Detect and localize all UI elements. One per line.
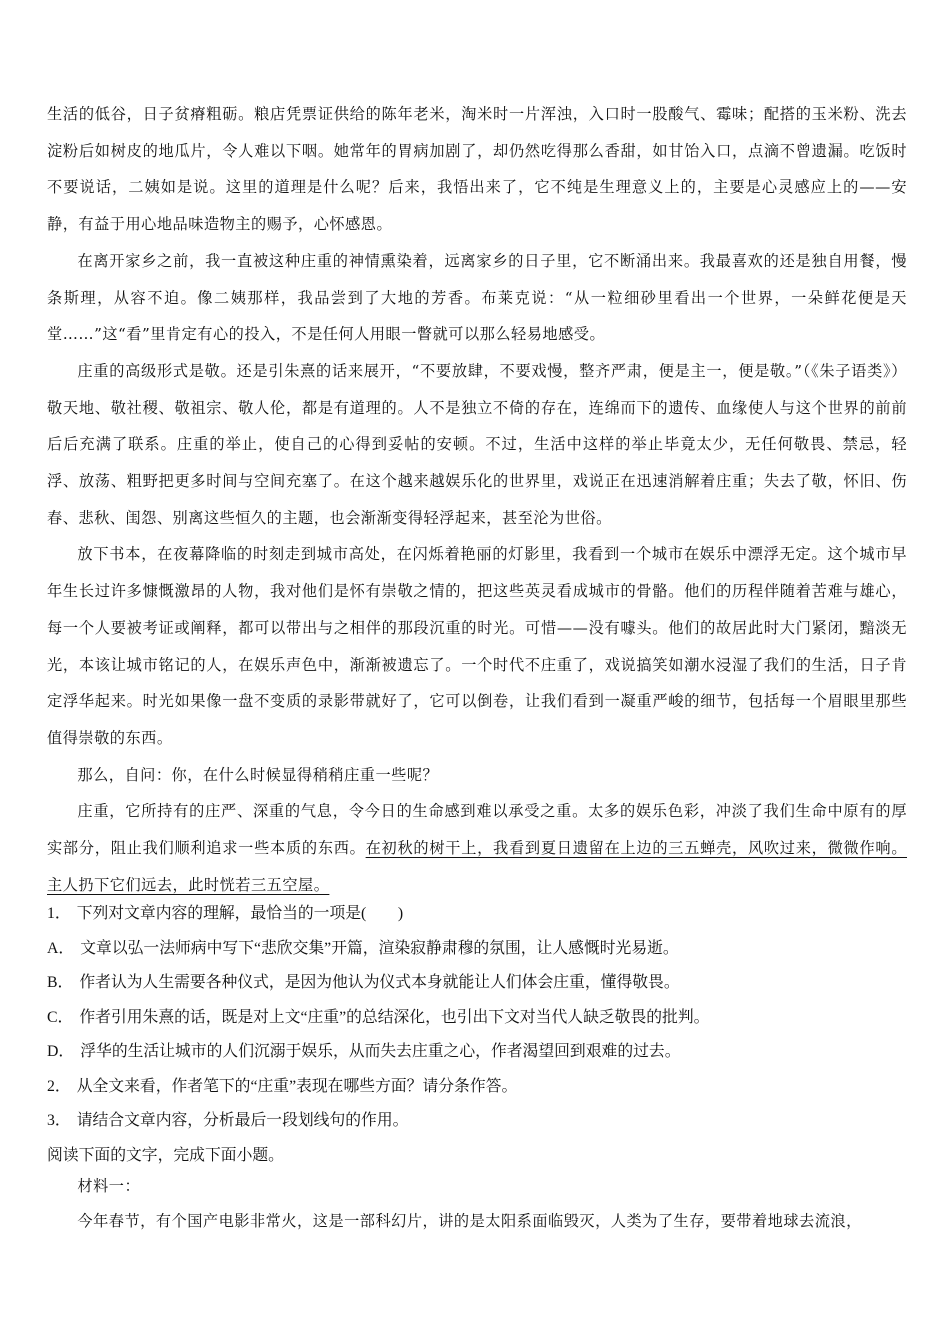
option-a	[47, 932, 907, 967]
paragraph: 放下书本，在夜幕降临的时刻走到城市高处，在闪烁着艳丽的灯影里，我看到一个城市在娱乐中漂浮无定。这个城市早年生长过许多慷慨激昂的人物，我对他们是怀有崇敬之情的，把这些英灵看成城市的骨骼。他们的历程伴随着苦难与雄心，每一个人要被考证或阐释，都可以带出与之相伴的那段沉重的时光。可惜——没有噱头。他们的故居此时大门紧闭，黯淡无光，本该让城市铭记的人，在娱乐声色中，渐渐被遗忘了。一个时代不庄重了，戏说搞笑如潮水浸湿了我们的生活，日子肯定浮华起来。时光如果像一盘不变质的录影带就好了，它可以倒卷，让我们看到一凝重严峻的细节，包括每一个眉眼里那些值得崇敬的东西。	[47, 545, 907, 747]
option-letter: C．	[47, 1008, 74, 1026]
option-letter: A．	[47, 939, 75, 957]
option-text: 文章以弘一法师病中写下“悲欣交集”开篇，渲染寂静肃穆的氛围，让人感慨时光易逝。	[80, 939, 679, 957]
paragraph-final	[47, 793, 907, 903]
option-text: 作者认为人生需要各种仪式，是因为他认为仪式本身就能让人们体会庄重，懂得敬畏。	[79, 974, 680, 991]
option-letter: D．	[47, 1043, 75, 1060]
question-number: 3．	[47, 1112, 71, 1129]
question-number: 2．	[47, 1077, 71, 1095]
final-paragraph-text: 庄重，它所持有的庄严、深重的气息，令今日的生命感到难以承受之重。太多的娱乐色彩，冲淡了我们生命中原有的厚实部分，阻止我们顺利追求一些本质的东西。	[47, 802, 907, 858]
essay-passage	[47, 96, 907, 903]
material-section	[47, 1169, 907, 1239]
paragraph: 生活的低谷，日子贫瘠粗砺。粮店凭票证供给的陈年老米，淘米时一片浑浊，入口时一股酸气、霉味；配搭的玉米粉、洗去淀粉后如树皮的地瓜片，令人难以下咽。她常年的胃病加剧了，却仍然吃得那么香甜，如甘饴入口，点滴不曾遗漏。吃饭时不要说话，二姨如是说。这里的道理是什么呢？后来，我悟出来了，它不纯是生理意义上的，主要是心灵感应上的——安静，有益于用心地品味造物主的赐予，心怀感恩。	[47, 105, 907, 234]
question-text: 从全文来看，作者笔下的“庄重”表现在哪些方面？请分条作答。	[76, 1077, 518, 1095]
paragraph: 那么，自问：你，在什么时候显得稍稍庄重一些呢？	[77, 765, 439, 784]
material-label: 材料一：	[77, 1177, 141, 1195]
question-1	[47, 897, 907, 932]
underlined-sentence: 在初秋的树干上，我看到夏日遗留在上边的三五蝉壳，风吹过来，微微作响。主人扔下它们远去，此时恍若三五空屋。	[47, 839, 908, 894]
option-c	[47, 1001, 907, 1036]
question-text: 请结合文章内容，分析最后一段划线句的作用。	[76, 1112, 409, 1129]
question-2	[47, 1070, 907, 1105]
question-block	[47, 897, 907, 1173]
option-text: 作者引用朱熹的话，既是对上文“庄重”的总结深化，也引出下文对当代人缺乏敬畏的批判。	[79, 1008, 710, 1026]
paragraph: 庄重的高级形式是敬。还是引朱熹的话来展开，“不要放肆，不要戏慢，整齐严肃，便是主一，便是敬。”（《朱子语类》）敬天地、敬社稷、敬祖宗、敬人伦，都是有道理的。人不是独立不倚的存在，连绵而下的遗传、血缘使人与这个世界的前前后后充满了联系。庄重的举止，使自己的心得到妥帖的安顿。不过，生活中这样的举止毕竟太少，无任何敬畏、禁忌，轻浮、放荡、粗野把更多时间与空间充塞了。在这个越来越娱乐化的世界里，戏说正在迅速消解着庄重；失去了敬，怀旧、伤春、悲秋、闺怨、别离这些恒久的主题，也会渐渐变得轻浮起来，甚至沦为世俗。	[47, 361, 907, 527]
question-number: 1．	[47, 905, 71, 922]
material-paragraph: 今年春节，有个国产电影非常火，这是一部科幻片，讲的是太阳系面临毁灭，人类为了生存，要带着地球去流浪，	[77, 1212, 862, 1230]
paragraph: 在离开家乡之前，我一直被这种庄重的神情熏染着，远离家乡的日子里，它不断涌出来。我最喜欢的还是独自用餐，慢条斯理，从容不迫。像二姨那样，我品尝到了大地的芳香。布莱克说：“从一粒细砂里看出一个世界，一朵鲜花便是天堂……”这“看”里肯定有心的投入，不是任何人用眼一瞥就可以那么轻易地感受。	[47, 251, 907, 344]
question-3	[47, 1104, 907, 1139]
reading-instruction: 阅读下面的文字，完成下面小题。	[47, 1146, 284, 1164]
option-d	[47, 1035, 907, 1070]
question-text: 下列对文章内容的理解，最恰当的一项是( )	[76, 905, 404, 922]
option-text: 浮华的生活让城市的人们沉溺于娱乐，从而失去庄重之心，作者渴望回到艰难的过去。	[80, 1043, 681, 1060]
option-letter: B．	[47, 974, 74, 991]
option-b	[47, 966, 907, 1001]
